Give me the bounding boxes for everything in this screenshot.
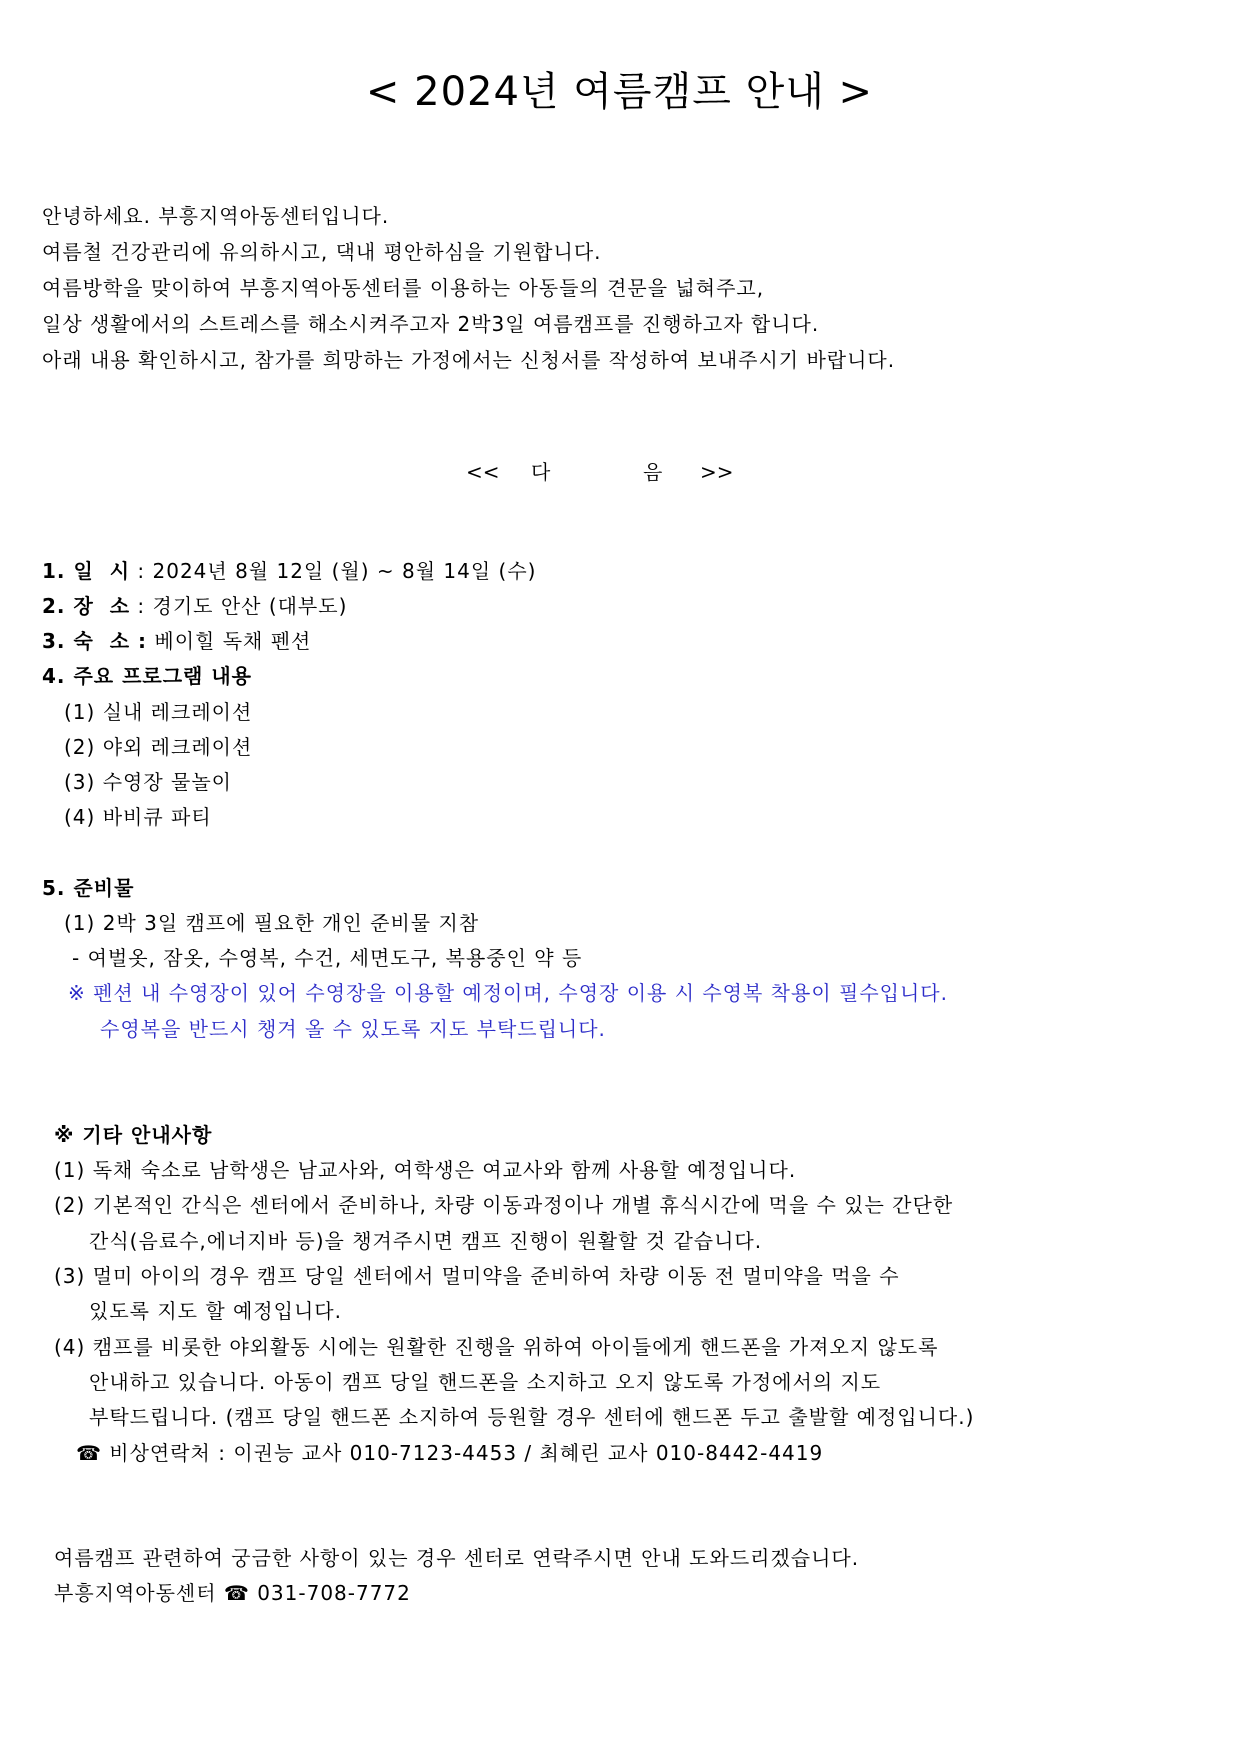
supplies-item-1: (1) 2박 3일 캠프에 필요한 개인 준비물 지참 (64, 911, 480, 935)
program-item-1: (1) 실내 레크레이션 (64, 700, 253, 724)
section-place (42, 591, 347, 621)
intro-line-2: 여름철 건강관리에 유의하시고, 댁내 평안하심을 기원합니다. (42, 240, 602, 264)
section-supplies-label: 5. 준비물 (42, 876, 135, 900)
closing-contact (54, 1578, 411, 1608)
supplies-notice-line-1: ※ 펜션 내 수영장이 있어 수영장을 이용할 예정이며, 수영장 이용 시 수영복 착용이 필수입니다. (68, 981, 948, 1005)
separator-word-2: 음 (643, 460, 663, 484)
other-line-4: (3) 멀미 아이의 경우 캠프 당일 센터에서 멀미약을 준비하여 차량 이동 전 멀미약을 먹을 수 (54, 1264, 900, 1288)
closing-line: 여름캠프 관련하여 궁금한 사항이 있는 경우 센터로 연락주시면 안내 도와드리겠습니다. (54, 1546, 860, 1570)
section-date-value: 2024년 8월 12일 (월) ~ 8월 14일 (수) (152, 559, 537, 583)
separator-right: >> (700, 460, 734, 484)
section-place-colon: : (130, 594, 153, 618)
center-name: 부흥지역아동센터 (54, 1581, 217, 1605)
section-place-label: 2. 장 소 (42, 594, 131, 618)
program-item-2: (2) 야외 레크레이션 (64, 735, 253, 759)
section-lodging (42, 626, 311, 656)
other-line-1: (1) 독채 숙소로 남학생은 남교사와, 여학생은 여교사와 함께 사용할 예정입니다. (54, 1158, 797, 1182)
intro-line-1: 안녕하세요. 부흥지역아동센터입니다. (42, 204, 390, 228)
other-line-7: 안내하고 있습니다. 아동이 캠프 당일 핸드폰을 소지하고 오지 않도록 가정에서의 지도 (89, 1370, 882, 1394)
page-title: < 2024년 여름캠프 안내 > (365, 69, 874, 115)
other-line-6: (4) 캠프를 비롯한 야외활동 시에는 원활한 진행을 위하여 아이들에게 핸드폰을 가져오지 않도록 (54, 1335, 939, 1359)
phone-icon: ☎ (76, 1441, 102, 1465)
other-heading: ※ 기타 안내사항 (54, 1123, 213, 1147)
section-lodging-label: 3. 숙 소 : (42, 629, 148, 653)
supplies-notice-line-2: 수영복을 반드시 챙겨 올 수 있도록 지도 부탁드립니다. (100, 1017, 606, 1041)
intro-line-5: 아래 내용 확인하시고, 참가를 희망하는 가정에서는 신청서를 작성하여 보내주시기 바랍니다. (42, 348, 896, 372)
emergency-contact-text: 비상연락처 : 이권능 교사 010-7123-4453 / 최혜린 교사 010-8442-4419 (109, 1441, 824, 1465)
section-date (42, 556, 536, 586)
separator-word-1: 다 (531, 460, 551, 484)
program-item-3: (3) 수영장 물놀이 (64, 770, 232, 794)
other-line-3: 간식(음료수,에너지바 등)을 챙겨주시면 캠프 진행이 원활할 것 같습니다. (89, 1229, 763, 1253)
other-line-8: 부탁드립니다. (캠프 당일 핸드폰 소지하여 등원할 경우 센터에 핸드폰 두고 출발할 예정입니다.) (89, 1405, 975, 1429)
section-lodging-value: 베이힐 독채 펜션 (147, 629, 312, 653)
supplies-item-1-detail: - 여벌옷, 잠옷, 수영복, 수건, 세면도구, 복용중인 약 등 (72, 946, 583, 970)
section-place-value: 경기도 안산 (대부도) (152, 594, 348, 618)
emergency-contact (76, 1438, 823, 1468)
section-date-label: 1. 일 시 (42, 559, 131, 583)
separator-left: << (466, 460, 500, 484)
section-date-colon: : (130, 559, 153, 583)
other-line-2: (2) 기본적인 간식은 센터에서 준비하나, 차량 이동과정이나 개별 휴식시간에 먹을 수 있는 간단한 (54, 1193, 954, 1217)
center-phone: 031-708-7772 (257, 1581, 411, 1605)
intro-line-4: 일상 생활에서의 스트레스를 해소시켜주고자 2박3일 여름캠프를 진행하고자 합니다. (42, 312, 820, 336)
section-program-label: 4. 주요 프로그램 내용 (42, 664, 252, 688)
other-line-5: 있도록 지도 할 예정입니다. (89, 1299, 342, 1323)
program-item-4: (4) 바비큐 파티 (64, 805, 212, 829)
phone-icon: ☎ (223, 1581, 250, 1605)
intro-line-3: 여름방학을 맞이하여 부흥지역아동센터를 이용하는 아동들의 견문을 넓혀주고, (42, 276, 765, 300)
